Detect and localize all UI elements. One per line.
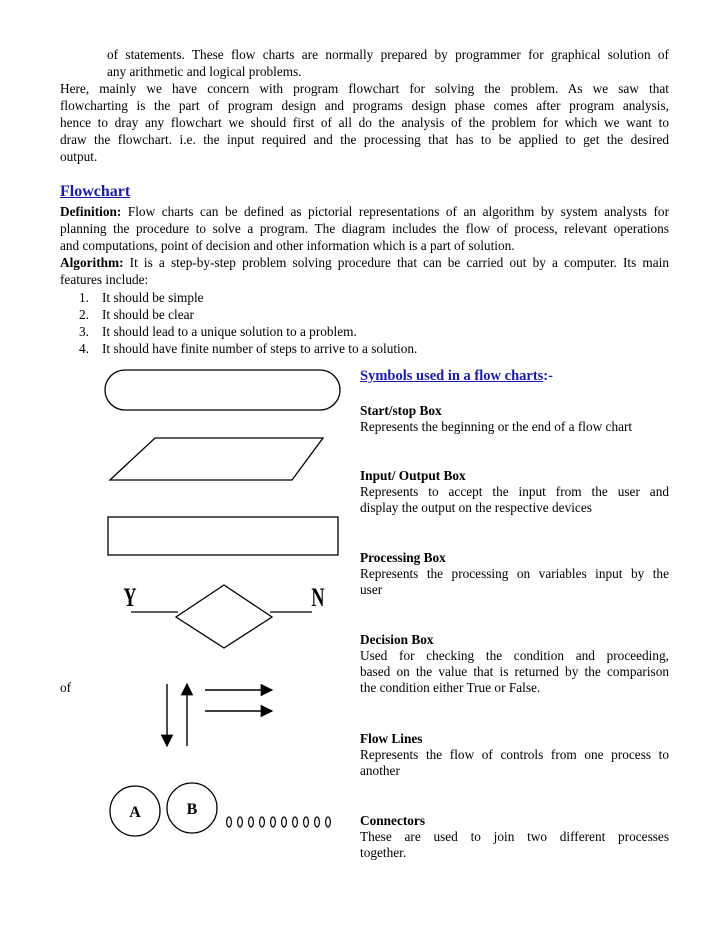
symbol-desc-processing: Processing Box Represents the processing on variables input by the user <box>360 550 669 597</box>
intro-line-3: Here, mainly we have concern with program flowchart for solving the problem. As we saw that <box>60 81 669 96</box>
input-output-symbol <box>110 438 323 480</box>
list-item: 2. It should be clear <box>79 307 194 322</box>
processing-symbol <box>108 517 338 555</box>
algorithm-label: Algorithm: <box>60 255 124 270</box>
connector-dots <box>227 817 331 827</box>
intro-line-6: draw the flowchart. i.e. the input required and the processing that has to be applied to get the desired <box>60 132 669 147</box>
symbol-desc-flow-lines: Flow Lines Represents the flow of controls from one process to another <box>360 731 669 778</box>
algorithm-line-2: features include: <box>60 272 149 287</box>
decision-yes-label: Y <box>123 582 137 612</box>
flowchart-heading: Flowchart <box>60 183 131 200</box>
definition-label: Definition: <box>60 204 122 219</box>
list-item: 1. It should be simple <box>79 290 204 305</box>
symbol-desc-connectors: Connectors These are used to join two different processes together. <box>360 813 669 860</box>
decision-symbol <box>176 585 272 648</box>
intro-line-4: flowcharting is the part of program design and programs design phase comes after program analysis, <box>60 98 669 113</box>
stray-word: of <box>60 680 72 695</box>
connector-a-label: A <box>129 804 141 821</box>
algorithm-text-1: It is a step-by-step problem solving procedure that can be carried out by a computer. Its main <box>123 255 669 270</box>
list-item: 4. It should have finite number of steps to arrive to a solution. <box>79 341 418 356</box>
intro-line-7: output. <box>60 149 98 164</box>
definition-line-3: and computations, point of decision and other information which is a part of solution. <box>60 238 515 253</box>
definition-text-1: Flow charts can be defined as pictorial representations of an algorithm by system analysts for <box>121 204 669 219</box>
symbol-desc-start-stop: Start/stop Box Represents the beginning or the end of a flow chart <box>360 403 633 434</box>
symbols-heading: Symbols used in a flow charts:- <box>360 368 553 384</box>
start-stop-symbol <box>105 370 340 410</box>
intro-line-5: hence to dray any flowchart we should first of all do the analysis of the problem for which we want to <box>60 115 669 130</box>
intro-line-1: of statements. These flow charts are normally prepared by programmer for graphical solution of <box>107 47 669 62</box>
definition-line-2: planning the procedure to solve a program. The diagram includes the flow of process, relevant operations <box>60 221 669 236</box>
connector-b-label: B <box>186 801 198 818</box>
intro-line-2: any arithmetic and logical problems. <box>107 64 302 79</box>
symbol-desc-input-output: Input/ Output Box Represents to accept the input from the user and display the output on the respective devices <box>360 468 669 515</box>
list-item: 3. It should lead to a unique solution to a problem. <box>79 324 357 339</box>
symbol-desc-decision: Decision Box Used for checking the condition and proceeding, based on the value that is returned by the comparison the condition either True or False. <box>360 632 669 695</box>
decision-no-label: N <box>311 582 325 612</box>
